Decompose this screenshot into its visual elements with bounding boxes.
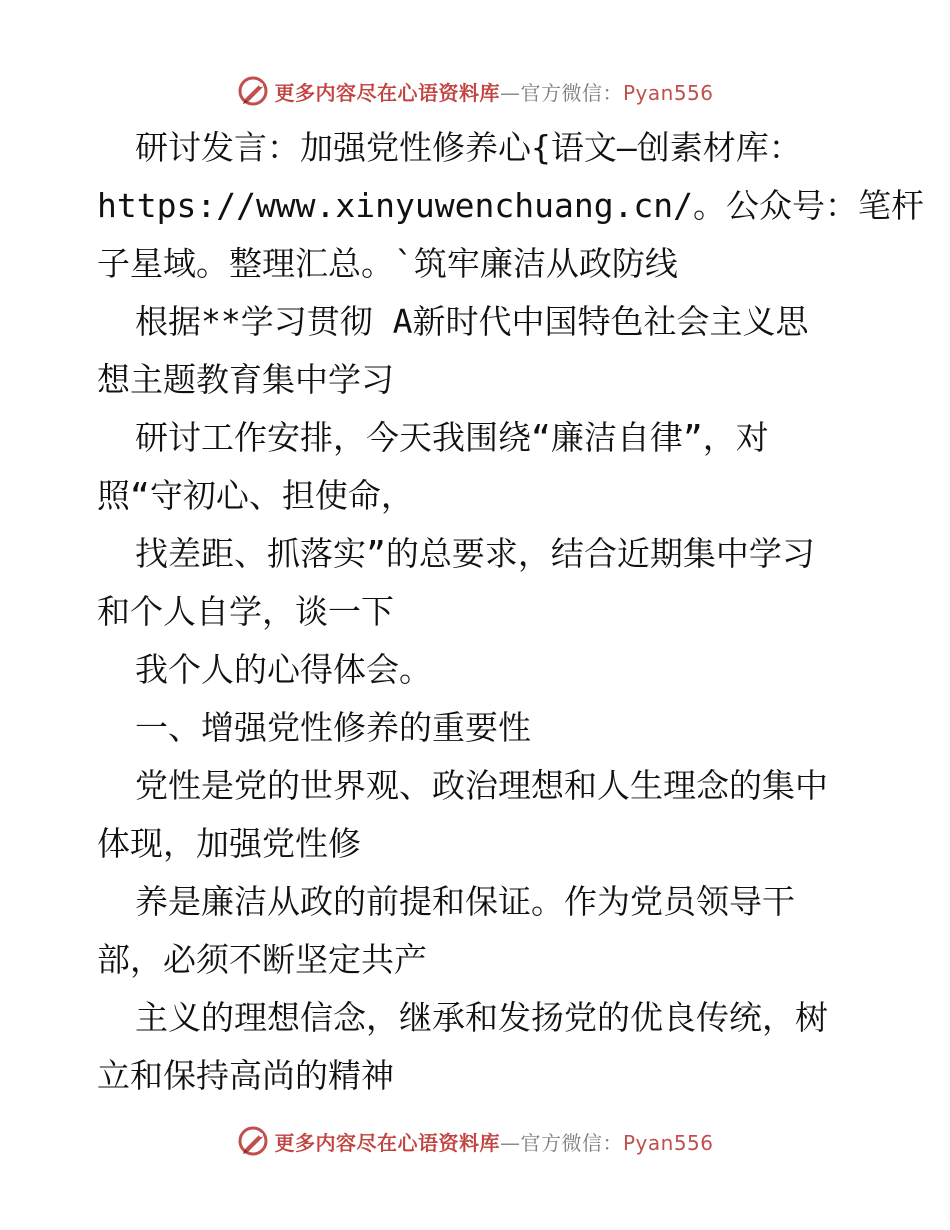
text-line: 立和保持高尚的精神	[97, 1056, 394, 1095]
watermark-separator: —	[499, 80, 521, 105]
text-line: 想主题教育集中学习	[97, 360, 394, 399]
text-line: 我个人的心得体会。	[135, 650, 432, 689]
text-line: 照“守初心、担使命，	[97, 476, 414, 515]
text-line: 党性是党的世界观、政治理想和人生理念的集中	[135, 766, 828, 805]
watermark-label: 官方微信：	[520, 80, 623, 105]
watermark-main: 更多内容尽在心语资料库	[274, 1130, 500, 1155]
watermark-text	[274, 77, 713, 106]
text-line: 根据**学习贯彻 A新时代中国特色社会主义思	[135, 302, 809, 341]
watermark-text	[274, 1127, 713, 1156]
text-line: 部，必须不断坚定共产	[97, 940, 427, 979]
watermark-id: Pyan556	[622, 80, 714, 105]
text-line: 找差距、抓落实”的总要求，结合近期集中学习	[135, 534, 815, 573]
text-line: 养是廉洁从政的前提和保证。作为党员领导干	[135, 882, 795, 921]
text-line: https://www.xinyuwenchuang.cn/。公众号：笔杆	[97, 186, 925, 225]
footer-watermark	[0, 1121, 950, 1161]
text-line: 研讨工作安排，今天我围绕“廉洁自律”，对	[135, 418, 769, 457]
pen-logo-icon	[236, 74, 270, 108]
pen-logo-icon	[236, 1124, 270, 1158]
watermark-main: 更多内容尽在心语资料库	[274, 80, 500, 105]
section-heading: 一、增强党性修养的重要性	[135, 708, 531, 747]
text-line: 和个人自学，谈一下	[97, 592, 394, 631]
watermark-id: Pyan556	[622, 1130, 714, 1155]
text-line: 子星域。整理汇总。`筑牢廉洁从政防线	[97, 244, 678, 283]
text-line: 研讨发言：加强党性修养心{语文—创素材库：	[135, 128, 802, 167]
watermark-separator: —	[499, 1130, 521, 1155]
text-line: 主义的理想信念，继承和发扬党的优良传统，树	[135, 998, 828, 1037]
watermark-label: 官方微信：	[520, 1130, 623, 1155]
header-watermark	[0, 71, 950, 111]
text-line: 体现，加强党性修	[97, 824, 361, 863]
